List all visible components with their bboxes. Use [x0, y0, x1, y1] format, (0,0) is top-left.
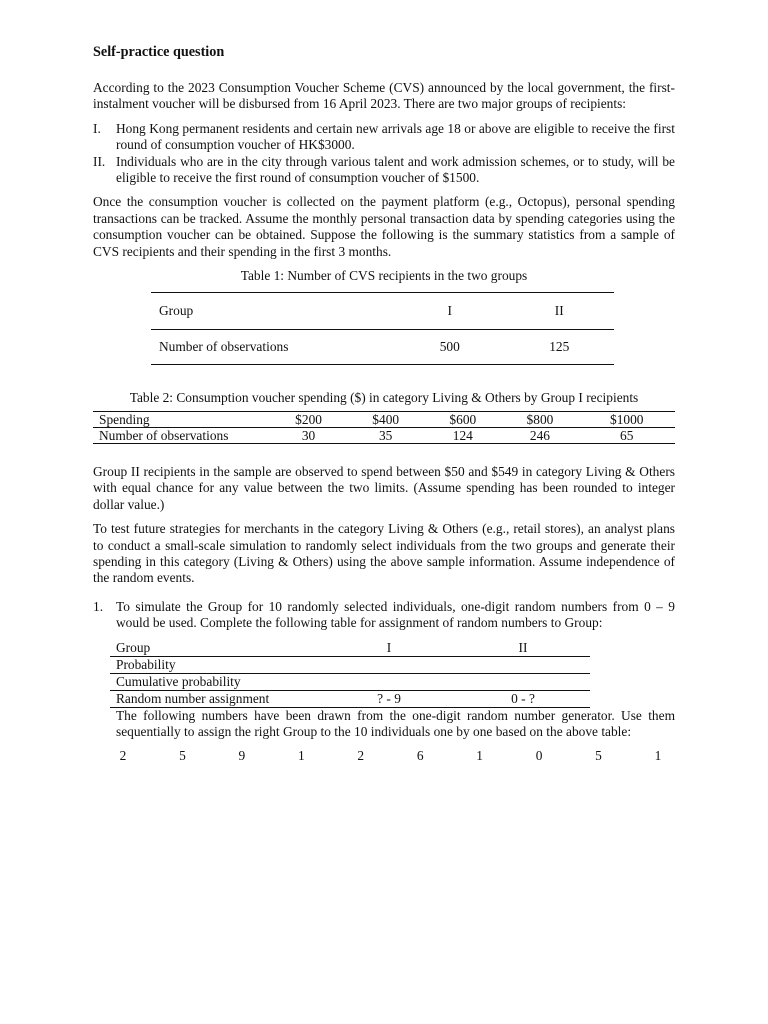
- recipient-groups-list: [93, 121, 675, 187]
- list-item: [93, 121, 675, 154]
- random-number: 1: [654, 748, 662, 764]
- table2-caption: Table 2: Consumption voucher spending ($) in category Living & Others by Group I recipients: [129, 390, 639, 406]
- table-cell: Number of observations: [93, 427, 270, 443]
- table-cell: 35: [347, 427, 424, 443]
- random-number: 1: [476, 748, 483, 764]
- table-cell: [322, 656, 456, 673]
- table-cell: $800: [501, 411, 578, 427]
- table-header-cell: II: [456, 640, 590, 657]
- table-row: [110, 690, 590, 707]
- random-number: 5: [179, 748, 186, 764]
- table-row: [93, 427, 675, 443]
- table-cell: Random number assignment: [110, 690, 322, 707]
- list-item-text: Hong Kong permanent residents and certain new arrivals age 18 or above are eligible to receive the first round of consumption voucher of HK$3000.: [116, 120, 675, 153]
- table-cell: $1000: [579, 411, 676, 427]
- table-header-cell: II: [505, 293, 615, 330]
- table-row: [93, 411, 675, 427]
- list-item-text: Individuals who are in the city through various talent and work admission schemes, or to study, will be eligible to receive the first round of consumption voucher of $1500.: [116, 153, 675, 186]
- table-cell: 125: [505, 330, 615, 365]
- table-row: [110, 673, 590, 690]
- table1-caption: Table 1: Number of CVS recipients in the two groups: [240, 268, 528, 284]
- page-title: Self-practice question: [93, 44, 225, 60]
- table-cell: 30: [270, 427, 347, 443]
- group2-paragraph: Group II recipients in the sample are observed to spend between $50 and $549 in category Living & Others with equal chance for any value between the two limits. (Assume spending has been rounded to integer dollar value.): [93, 463, 675, 512]
- table-header-cell: I: [322, 640, 456, 657]
- simulation-paragraph: To test future strategies for merchants in the category Living & Others (e.g., retail stores), an analyst plans to conduct a small-scale simulation to randomly select individuals from the two groups and generate their spending in this category (Living & Others) using the above sample information. Assume independence of the random events.: [93, 521, 675, 586]
- random-number: 5: [595, 748, 602, 764]
- random-numbers-row: [116, 748, 663, 764]
- table-cell: 65: [579, 427, 676, 443]
- table-header-row: [110, 640, 590, 657]
- table-cell: Cumulative probability: [110, 673, 322, 690]
- table-cell: Number of observations: [151, 330, 395, 365]
- list-item-number: I.: [93, 120, 101, 136]
- table-cell: $600: [424, 411, 501, 427]
- table-row: [110, 656, 590, 673]
- table-cell: 124: [424, 427, 501, 443]
- spending-paragraph: Once the consumption voucher is collected on the payment platform (e.g., Octopus), personal spending transactions can be tracked. Assume the monthly personal transaction data by spending categories using the consumption voucher can be obtained. Suppose the following is the summary statistics from a sample of CVS recipients and their spending in the first 3 months.: [93, 194, 675, 259]
- table1: [151, 292, 614, 365]
- table-header-row: [151, 293, 614, 330]
- table-cell: $400: [347, 411, 424, 427]
- list-item-number: II.: [93, 153, 106, 169]
- table-cell: Spending: [93, 411, 270, 427]
- table-row: [151, 330, 614, 365]
- random-number: 1: [297, 748, 305, 764]
- table-cell: [456, 656, 590, 673]
- random-number: 9: [238, 748, 246, 764]
- table-cell: 500: [395, 330, 505, 365]
- question-number: 1.: [93, 598, 104, 614]
- table-cell: 0 - ?: [456, 690, 590, 707]
- table-cell: Probability: [110, 656, 322, 673]
- question-1: [93, 599, 675, 765]
- list-item: [93, 154, 675, 187]
- random-number: 2: [357, 748, 365, 764]
- random-numbers-instruction: The following numbers have been drawn from the one-digit random number generator. Use them sequentially to assign the right Group to the 10 individuals one by one based on the above table:: [116, 707, 675, 739]
- random-number: 0: [535, 748, 543, 764]
- table-cell: [456, 673, 590, 690]
- document-page: [93, 44, 675, 765]
- table2: [93, 411, 675, 444]
- table-cell: [322, 673, 456, 690]
- random-assignment-table: [110, 640, 590, 708]
- table-header-cell: Group: [151, 293, 395, 330]
- table-cell: 246: [501, 427, 578, 443]
- intro-paragraph: According to the 2023 Consumption Voucher Scheme (CVS) announced by the local government, the first-instalment voucher will be disbursed from 16 April 2023. There are two major groups of recipients:: [93, 80, 675, 112]
- table-cell: $200: [270, 411, 347, 427]
- question-text: To simulate the Group for 10 randomly selected individuals, one-digit random numbers from 0 – 9 would be used. Complete the following table for assignment of random numbers to Group:: [116, 598, 675, 631]
- random-number: 2: [119, 748, 127, 764]
- random-number: 6: [416, 748, 424, 764]
- table-cell: ? - 9: [322, 690, 456, 707]
- table-header-cell: I: [395, 293, 505, 330]
- table-header-cell: Group: [110, 640, 322, 657]
